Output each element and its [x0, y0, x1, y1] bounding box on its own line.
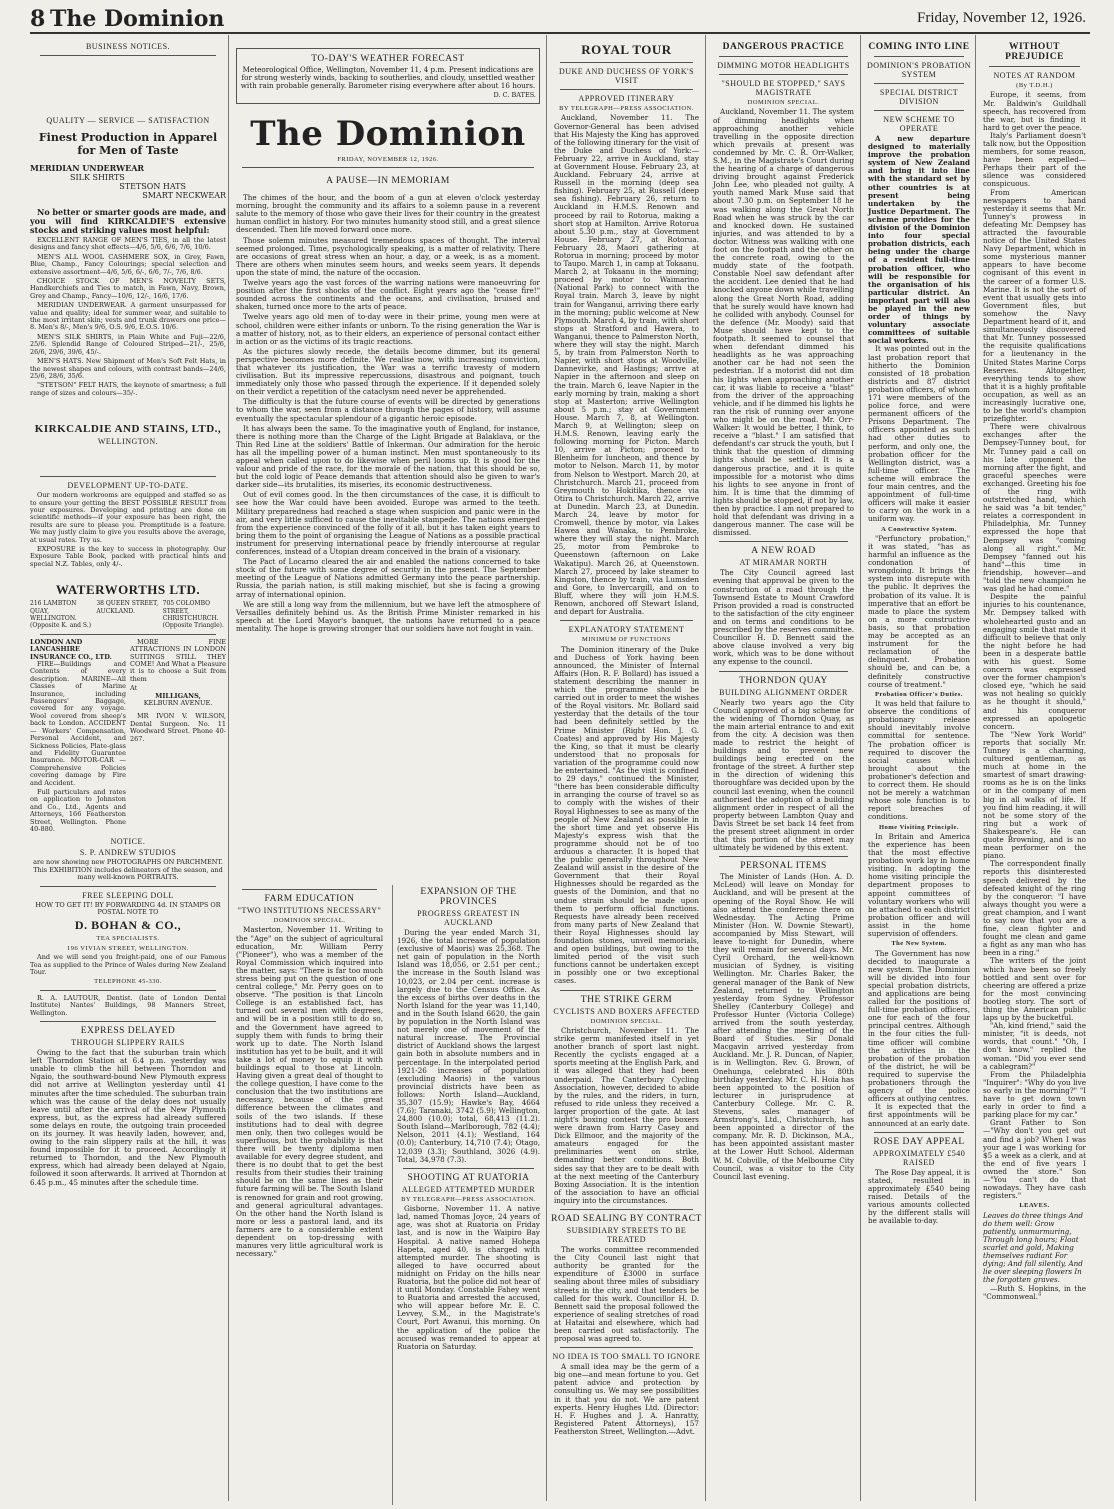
ad-waterworths-body2: EXPOSURE is the key to success in photography. Our Exposure Table Book, packed with practical hints and special N.Z. Tables, only 4/-. [30, 544, 226, 568]
ad-company: KIRKCALDIE AND STAINS, LTD., [34, 423, 222, 436]
ad-andrew-name: S. P. ANDREW STUDIOS [79, 848, 177, 858]
editorial-paragraph: Twelve years ago the vast forces of the warring nations were manoeuvring for position after the first shocks of the conflict. Eight years ago the "cease fire!" sounded across the continents and the oceans, and civilisation, bruised and shaken, turned once more to the arts of peace. [236, 278, 540, 312]
expansion-body: During the year ended March 31, 1926, the total increase of population (exclusive of Maoris) was 25,368. The net gain of population in the North Island was 18,056, or 2.51 per cent.; the increase in the South Island was 10,023, or 2.04 per cent. increase is largely due to the Census Office. As the excess of births over deaths in the North Island for the year was 11,140, and in the South Island 6620, the gain by population in the North Island was not merely one of movement of the natural increase. The Provincial district of Auckland shows the largest gain both in absolute numbers and in percentage. In the interpolated period 1921-26 increases of population (excluding Maoris) in the various provincial districts have been as follows: North Island—Auckland, 35,307 (15.9); Hawke's Bay, 4664 (7.6); Taranaki, 3742 (5.9); Wellington, 24,800 (10.0); total, 68,413 (11.2). South Island—Marlborough, 782 (4.4); Nelson, 2011 (4.1); Westland, 164 (0.0); Canterbury, 14,710 (7.4); Otago, 12,039 (3.3); Southland, 3026 (4.9). Total, 34,978 (7.3). [397, 928, 540, 1164]
coming-s1: A Constructive System. [881, 525, 957, 533]
coming-s2: Probation Officer's Duties. [875, 690, 963, 698]
personal-title: PERSONAL ITEMS [740, 861, 827, 872]
rose-title: ROSE DAY APPEAL [873, 1136, 965, 1147]
expansion-sub: PROGRESS GREATEST IN AUCKLAND [417, 909, 520, 927]
ad-line-neckwear: SMART NECKWEAR [142, 191, 226, 200]
prejudice-paragraph: There were chivalrous exchanges after the Dempsey-Tunney bout, for Mr. Tunney paid a call on his late opponent the morning after the fight, and graceful speeches were exchanged. Greeting his foe of the ring with outstretched hand, which he said was "a bit tender," relates a correspondent in Philadelphia, Mr. Tunney expressed the hope that Dempsey was "coming along all right." Mr. Dempsey "fanned out his hand"—this time in friendship, however—and "told the new champion he was glad he had come." [983, 422, 1086, 594]
ad-andrew-body: are now showing new PHOTOGRAPHS ON PARCHMENT. This EXHIBITION includes delineators of the season, and many well-known PORTRAITS. [33, 858, 223, 882]
coming-lead: A new departure designed to materially improve the probation system of New Zealand and bring it into line with the standard set by other countries is at present being undertaken by the Justice Department. The scheme provides for the division of the Dominion into four special probation districts, each being under the charge of a resident full-time probation officer, who will be responsible for the organisation of his particular district. An important part will also be played in the new order of things by voluntary associate committees of suitable social workers. [868, 134, 970, 346]
prejudice-paragraph: Grant Father to Son—"Why don't you get out and find a job? When I was your age I was working for $5 a week as a clerk, and at the end of five years I owned the store." Son—"You can't do that nowadays. They have cash registers." [983, 1118, 1086, 1201]
newroad-sub: AT MIRAMAR NORTH [739, 558, 828, 568]
road-title: ROAD SEALING BY CONTRACT [551, 1214, 702, 1225]
royal-title: ROYAL TOUR [581, 42, 672, 57]
farm-sub: "TWO INSTITUTIONS NECESSARY" [237, 906, 382, 915]
royal-body: Auckland, November 11. The Governor-General has been advised that His Majesty the King has approved of the following itinerary for the visit of the Duke and Duchess of York:— February 22, arrive in Auckland, stay at Government House. February 23, at Auckland. February 24, arrive at Russell in the morning (deep sea fishing). February 25, at Russell (deep sea fishing). February 26, return to Auckland in H.M.S. Renown and proceed by rail to Rotorua, making a short stop at Hamilton. Arrive Rotorua about 5.30 p.m., stay at Government House. February 27, at Rotorua. February 28, Maori gathering at Rotorua in morning; proceed by motor to Taupo. March 1, in camp at Tokaanu. March 2, at Tokaanu in the morning; proceed by motor to Waimarino (National Park) to connect with the Royal train. March 3, leave by night train for Wanganui, arriving there early in the morning; public welcome at New Plymouth. March 4, by train, with short stops at Stratford and Hawera, to Wanganui, thence to Palmerston North, where they will stay the night. March 5, by train from Palmerston North to Napier, with short stops at Woodville, Dannevirke, and Hastings; arrive at Napier in the afternoon and sleep on the train. March 6, leave Napier in the early morning by train, making a short stop at Masterton; arrive Wellington about 5 p.m.; stay at Government House. March 7, 8, at Wellington. March 9, at Wellington; sleep on H.M.S. Renown, leaving early the following morning for Picton. March 10, arrive at Picton; proceed to Blenheim for luncheon, and thence by motor to Nelson. March 11, by motor from Nelson to Westport. March 20, at Christchurch. March 21, proceed from Greymouth to Hokitika, thence via Otira to Christchurch. March 22, arrive at Dunedin. March 23, at Dunedin. March 24, leave by motor for Cromwell, thence by motor, via Lakes Hawea and Wanaka, to Pembroke, where they will stay the night. March 25, motor from Pembroke to Queenstown (afternoon on Lake Wakatipu). March 26, at Queenstown. March 27, proceed by lake steamer to Kingston, thence by train, via Lumsden and Gore, to Invercargill, and on to Bluff, where they will join H.M.S. Renown, anchored off Stewart Island, and depart for Australia. [554, 113, 699, 617]
strike-body: Christchurch, November 11. The strike germ manifested itself in yet another branch of sport last night. Recently the cyclists engaged at a sports meeting at the English Park, and it was alleged that they had been underpaid. The Canterbury Cycling Association, however, decided to abide by the rules, and the riders, in turn, refused to ride unless they received a larger proportion of the gate. At last night's boxing contest the pro boxers were drawn from Harry Casey and Dick Ellmoor, and the majority of the amateurs engaged for the preliminaries went on strike, demanding better conditions. Both sides say that they are to be dealt with at the next meeting of the Canterbury Boxing Association. It is the intention of the association to have an official inquiry into the circumstances. [554, 1025, 699, 1205]
danger-sub: DIMMING MOTOR HEADLIGHTS [717, 61, 850, 70]
ad-waterworths [30, 481, 226, 630]
prejudice-paragraph: The "New York World" reports that socially Mr. Tunney is a charming, cultured gentleman, as much at home in the smartest of smart drawing-rooms as he is on the links or in the company of men big in all walks of life. If you find him reading, it will not be some story of the ring but a work of Shakespeare's. He can quote Browning, and is no mean performer on the piano. [983, 729, 1086, 861]
ad-headline: Finest Production in Apparel for Men of Taste [38, 131, 218, 157]
idea-title: NO IDEA IS TOO SMALL TO IGNORE [552, 1352, 701, 1362]
coming-s3-body: In Britain and America the experience has been that the most effective probation work lay in home visiting. In adopting the home visiting principle the department proposes to appoint committees of voluntary workers who will be attached to each district probation officer and will assist in the home supervision of offenders. [868, 831, 970, 939]
page-header [30, 4, 1090, 34]
leaves-title: LEAVES. [1019, 1202, 1050, 1210]
editorial-paragraph: Out of evil comes good. In the then circumstances of the case, it is difficult to see how the War could have been avoided. Europe was armed to the teeth. Military preparedness had reached a stage when suspicion and panic were in the air, and very little sufficed to cause the inevitable stampede. The nations emerged from the experience convinced of the folly of it all, but it has taken eight years to bring them to the point of organising the League of Nations as a possible practical instrument for preserving international peace by friendly intercourse at regular conferences, instead of a Utopian dream conceived in the brain of a visionary. [236, 490, 540, 557]
ad-line-meridian: MERIDIAN UNDERWEAR [30, 163, 145, 173]
coming-body: It was pointed out in the last probation report that hitherto the Dominion consisted of 18 probation districts and 87 district probation officers, of whom 171 were members of the police force, and were permanent officers of the Prisons Department. The officers appointed as such had other duties to perform, and only one, the probation officer for the Wellington district, was a full-time officer. The scheme will embrace the four main centres, and the appointment of full-time officers will make it easier to carry on the work in a uniform way. [868, 344, 970, 524]
rose-sub: APPROXIMATELY £540 RAISED [872, 1148, 966, 1167]
ad-milligans-at: At [130, 684, 138, 693]
ad-item: CHOICE STOCK OF MEN'S NOVELTY SETS, Handkerchiefs and Ties to match, in Fawn, Navy, Brown, Grey and Champ., Fancy—10/6, 12/-, 16/6, 17/6. [30, 277, 226, 300]
royal-byline: BY TELEGRAPH—PRESS ASSOCIATION. [559, 105, 694, 112]
ad-line-stetson: STETSON HATS [119, 182, 186, 191]
royal-sub: DUKE AND DUCHESS OF YORK'S VISIT [558, 67, 695, 85]
ad-milligans-addr: KELBURN AVENUE. [143, 699, 213, 708]
ad-item: MERIDIAN UNDERWEAR. A garment unsurpassed for value and quality; ideal for summer wear, and suitable to the most irritant skin; vests and trunk drawers one price—8. Men's 8/-, Men's 9/6, O.S. 9/6, E.O.S. 10/6. [30, 301, 226, 332]
ad-item: "STETSON" FELT HATS, the keynote of smartness; a full range of sizes and colours—35/-. [30, 381, 226, 397]
newroad-body: The City Council agreed last evening that approval be given to the construction of a road through the Townsend Estate to Mount Crawford Prison provided a road is constructed to the satisfaction of the city engineer and on terms and conditions to be prescribed by the reserves committee. Councillor H. D. Bennett said the above clause involved a very big work, which was to be done without any expense to the council. [713, 568, 854, 667]
ad-line-silk: SILK SHIRTS [70, 173, 125, 182]
ad-item: MEN'S SILK SHIRTS, in Plain White and Fuji—22/6, 25/6. Splendid Range of Coloured Striped—21/-, 25/6, 26/6, 29/6, 39/6, 45/-. [30, 332, 226, 356]
ad-waterworths-addr1: 216 LAMBTON QUAY, WELLINGTON. (Opposite K. and S.) [30, 600, 92, 630]
express-title: EXPRESS DELAYED [80, 1026, 176, 1037]
farm-title: FARM EDUCATION [264, 894, 355, 904]
strike-byline: DOMINION SPECIAL. [590, 1017, 663, 1025]
ad-waterworths-addr2: 38 QUEEN STREET, AUCKLAND. [96, 600, 159, 615]
prejudice-paragraph: From the Philadelphia "Inquirer": "Why do you live so early in the morning?" "I have to get down town early in order to find a parking place for my car." [983, 1069, 1086, 1120]
column-without-prejudice [979, 40, 1090, 1505]
ad-city: WELLINGTON. [97, 437, 159, 447]
coming-title: COMING INTO LINE [868, 42, 970, 52]
weather-body: Meteorological Office, Wellington, November 11, 4 p.m. Present indications are for strong westerly winds, backing to southerlies, and cloudy, unsettled weather with rain probable generally. Barometer rising everywhere after about 16 hours. [240, 65, 536, 91]
ad-waterworths-company: WATERWORTHS LTD. [55, 582, 201, 598]
coming-sub2: SPECIAL DISTRICT DIVISION [879, 88, 959, 106]
coming-s4-body: The Government has now decided to inaugurate a new system. The Dominion will be divided into four special probation districts, and applications are being called for the positions of full-time probation officers, one for each of the four principal centres. Although in the four cities the full-time officer will combine the activities in the probation of the probation of the district, he will be required to supervise the probationers through the agency of the police officers at outlying centres. [868, 948, 970, 1104]
weather-forecast [236, 48, 540, 104]
ad-bohan-body: HOW TO GET IT! BY FORWARDING 4d. IN STAMPS OR POSTAL NOTE TO [35, 900, 221, 916]
road-body: The works committee recommended the City Council last night that authority be granted for the expenditure of £3000 in surface sealing about three miles of subsidiary streets in the city, and that tenders be called for this work. Councillor H. D. Bennett said the proposal followed the experience of sealing stretches of road at Hataitai and elsewhere, which had been carried out satisfactorily. The proposal was agreed to. [554, 1245, 699, 1344]
ad-milligans-body: MORE FINE ATTRACTIONS IN LONDON SUITINGS STILL THEY COME! And What a Pleasure it is to choose a Suit from them [130, 637, 226, 683]
editorial-paragraph: The Pact of Locarno cleared the air and enabled the nations concerned to take stock of the future with some degree of security in the present. The September meeting of the League of Nations admitted Germany into the peace partnership. Russia, the pariah nation, is still making mischief, but she is facing a growing array of international opinion. [236, 557, 540, 599]
ad-bohan-sub: TEA SPECIALISTS. [96, 935, 160, 943]
leaves-poem: Leaves do three things And do them well: Grow patiently, unmurmuring, Through long hours; Float scarlet and gold, Making themselves radiant For dying; And fall silently, And lie over sleeping flowers In the forgotten graves. [983, 1210, 1083, 1285]
column-editorial [232, 40, 544, 882]
prejudice-sub: NOTES AT RANDOM [993, 71, 1076, 80]
ad-item: MEN'S ALL WOOL CASHMERE SOX, in Grey, Fawn, Blue, Champ., Fancy Colourings; special selection and extensive assortment—4/6, 5/6, 6/-, 6/6, 7/-, 7/6, 8/6. [30, 252, 226, 276]
thorndon-body: Nearly two years ago the City Council approved of a big scheme for the widening of Thorndon Quay, as the main arterial entrance to and exit from the city. A decision was then made to restrict the height of buildings and to prevent new buildings being erected on the frontage of the street. A further step in the direction of widening this thoroughfare was decided upon by the council last evening, when the council authorised the adoption of a building alignment order in respect of all the property between Lambton Quay and Davis Street be set back 14 feet from the present street alignment in order that this portion of the street may ultimately be widened by this extent. [713, 697, 854, 853]
rose-body: The Rose Day appeal, it is stated, resulted in approximately £540 being raised. Details of the various amounts collected by the different stalls will be available to-day. [868, 1167, 970, 1226]
danger-title: DANGEROUS PRACTICE [722, 42, 845, 52]
ad-bohan-phone: TELEPHONE 45-330. [94, 978, 162, 986]
editorial-title: A PAUSE—IN MEMORIAM [326, 176, 450, 187]
column-dangerous-practice [709, 40, 858, 1505]
header-date: Friday, November 12, 1926. [917, 10, 1086, 26]
column-expansion-provinces [392, 885, 544, 1505]
ad-tagline: QUALITY — SERVICE — SATISFACTION [46, 116, 210, 125]
prejudice-paragraph: Europe, it seems, from Mr. Baldwin's Guildhall speech, has recovered from the war, but is finding it hard to get over the peace. [983, 90, 1086, 132]
ad-bohan-company: D. BOHAN & CO., [74, 918, 182, 933]
article-express-delayed [30, 1026, 226, 1187]
prejudice-paragraph: Italy's Parliament doesn't talk now, but the Opposition members, for some reason, have been expelled—Perhaps their part of the silence was considered conspicuous. [983, 130, 1086, 189]
ad-waterworths-headline: DEVELOPMENT UP-TO-DATE. [67, 481, 189, 491]
ad-bohan-head: FREE SLEEPING DOLL [82, 890, 174, 900]
coming-sub: DOMINION'S PROBATION SYSTEM [866, 61, 972, 79]
coming-s4: The New System. [891, 940, 947, 948]
ad-insurance [30, 639, 126, 836]
explanatory-title: EXPLANATORY STATEMENT [568, 625, 685, 635]
page-number: 8 [30, 6, 46, 32]
ad-insurance-title: LONDON AND LANCASHIRE INSURANCE CO., LTD. [30, 637, 112, 661]
ad-item: MEN'S HATS. New Shipment of Men's Soft Felt Hats, in the newest shapes and colours, with contrast bands—24/6, 25/6, 28/6, 35/6. [30, 357, 226, 380]
shooting-sub: ALLEGED ATTEMPTED MURDER [401, 1184, 536, 1194]
paper-name: The Dominion [50, 6, 225, 32]
column-coming-into-line [864, 40, 974, 1505]
prejudice-paragraph: From American newspapers to hand yesterday it seems that Mr. Tunney's prowess in defeating Mr. Dempsey has attracted the favourable notice of the United States Navy Department, which in some mysterious manner appears to have become cognisant of this event in the career of a former U.S. Marine. It is not the sort of event that usually gets into Government files, but somehow the Navy Department heard of it, and simultaneously discovered that Mr. Tunney possessed the requisite qualifications for a lieutenancy in the United States Marine Corps Reserves. Altogether, everything tends to show that it is a highly profitable occupation, as well as an increasingly lucrative one, to be the world's champion prizefighter. [983, 187, 1086, 424]
newroad-title: A NEW ROAD [751, 546, 816, 557]
ad-bohan [30, 891, 226, 986]
editorial-paragraph: The difficulty is that the future course of events will be directed by generations to whom the war, seen from a distance through the pages of history, will assume eventually the spectacular splendour of a gigantic heroic episode. [236, 397, 540, 423]
danger-body: Auckland, November 11. The system of dimming headlights when approaching another vehicle travelling in the opposite direction which prevails at present was condemned by Mr. C. R. Orr-Walker, S.M., in the Magistrate's Court during the hearing of a charge of dangerous driving brought against Frederick John Lee, who pleaded not guilty. A youth named Mark Muse said that about 7.30 p.m. on September 18 he was walking along the Great North Road when he was struck by the car and knocked down. He sustained injuries, and was attended to by a doctor. Witness was walking with one foot on the footpath and the other on the concrete road, owing to the muddy state of the footpath. Constable Noel saw defendant after the accident. Lee denied that he had knocked anyone down while travelling along the Great North Road, adding that he surely would have known had he collided with anybody. Counsel for the defence (Mr. Moody) said that Muse should have kept to the footpath. It seemed to counsel that when defendant dimmed his headlights as he was approaching another car he had not seen the pedestrian. If a motorist did not dim his lights when approaching another car, it was liable to receive a "blast" from the driver of the approaching vehicle, and if he dimmed his lights he ran the risk of running over anyone who might be on the road. Mr. Orr-Walker: It would be better, I think, to receive a "blast." I am satisfied that defendant's car struck the youth, but I think that the question of dimming lights should be settled. It is a dangerous practice, and it is quite impossible for a motorist who dims his lights to see anyone in front of him. It is time that the dimming of lights should be stopped, if not by law, then by practice. I am not prepared to hold that defendant was driving in a dangerous manner. The case will be dismissed. [713, 107, 854, 538]
prejudice-paragraph: "Ah, kind friend," said the minister, "it is deeds, not words, that count." "Oh, I don't know," replied the woman. "Did you ever send a cablegram?" [983, 1021, 1086, 1071]
notice-heading: NOTICE. [110, 837, 146, 847]
explanatory-body: The Dominion itinerary of the Duke and Duchess of York having been announced, the Minister of Internal Affairs (Hon. R. F. Bollard) has issued a statement describing the manner in which the programme should be carried out in order to meet the wishes of the Royal visitors. Mr. Bollard said yesterday that the details of the tour had been definitely settled by the Prime Minister (Right Hon. J. G. Coates) and approved by His Majesty the King, so that it must be clearly understood that no proposals for variation of the programme could now be entertained. "As the visit is confined to 29 days," continued the Minister, "there has been considerable difficulty in arranging the course of travel so as to comply with the wishes of their Royal Highnesses to see as many of the people of New Zealand as possible in the short time and yet observe His Majesty's express wish that the programme should not be of too arduous a character. It is hoped that the public generally throughout New Zealand will assist in the desire of the Government that their Royal Highnesses should be regarded as the guests of the Dominion, and that no undue strain should be made upon them to perform official functions. Requests have already been received from many parts of New Zealand that their Royal Highnesses should lay foundation stones, unveil memorials, and open buildings, but owing to the limited period of the visit such functions cannot be undertaken except in possibly one or two exceptional cases. [554, 644, 699, 986]
coming-s3: Home Visiting Principle. [878, 823, 960, 831]
royal-sub2: APPROVED ITINERARY [578, 94, 675, 103]
coming-s1-body: "Perfunctory probation," it was stated, "has as harmful an influence as the condonation of wrongdoing. It brings the system into disrepute with the public. It deprives the probation of its value. It is imperative that an effort be made to place the system on a more constructive basis, so that probation may be accepted as an instrument for the reclamation of the delinquent. Probation should be, and can be, a definitely constructive course of treatment." [868, 533, 970, 689]
prejudice-paragraph: The correspondent finally reports this disinterested speech delivered by the defeated knight of the ring by the conqueror: "I have always thought you were a great champion, and I want to say now that you are a fine, clean fighter and fought me clean and game a fight as any man who has been in a ring." [983, 859, 1086, 958]
business-notices-heading: BUSINESS NOTICES. [85, 42, 171, 51]
prejudice-title: WITHOUT PREJUDICE [1005, 42, 1064, 62]
thorndon-sub: BUILDING ALIGNMENT ORDER [719, 687, 848, 697]
express-sub: THROUGH SLIPPERY RAILS [71, 1038, 185, 1048]
ad-item: EXCELLENT RANGE OF MEN'S TIES, in all the latest designs and fancy shot effects—4/6, 5/6, 6/6, 7/6, 10/6. [30, 236, 226, 252]
column-business-notices [30, 40, 226, 1505]
ad-insurance-footer: Full particulars and rates on application to Johnston and Co., Ltd., Agents and Attorneys, 166 Featherston Street, Wellington. Phone 40-880. [30, 787, 126, 833]
danger-sub2: "SHOULD BE STOPPED," SAYS MAGISTRATE [721, 79, 846, 97]
editorial-paragraph: Those solemn minutes measured tremendous spaces of thought. The interval seemed prolonged. Time, psychologically speaking, is a matter of relativity. There are occasions of great stress when an hour, a day, or a week, is as a moment. There are others when minutes seem hours, and weeks seem years. It depends upon the state of mind, the nature of the occasion. [236, 235, 540, 277]
editorial-paragraph: Twelve years ago old men of to-day were in their prime, young men were at school, children were either infants or unborn. To the rising generation the War is a matter of history, not, as to their elders, an experience of personal contact either in action or as the victims of its tragic reactions. [236, 312, 540, 346]
column-expansion [232, 885, 387, 1505]
ad-milligans [130, 639, 226, 836]
weather-title: TO-DAY'S WEATHER FORECAST [311, 54, 465, 64]
editorial-paragraph: As the pictures slowly recede, the details become dimmer, but its general perspective becomes more definite. We realise now, with increasing conviction, that whatever its justification, the War was a terrific travesty of modern civilisation. But its impressive repercussions, disastrous and poignant, touch immediately only those who passed through the experience. If it depended solely on their verdict a repetition of the cataclysm need never be apprehended. [236, 346, 540, 397]
prejudice-paragraph: The writers of the joint which have been so freely bottled and sent over for cheering are offered a prize for the most convincing bootleg story. The sort of thing the American public laps up by the bucketful. [983, 956, 1086, 1023]
ad-bohan-addr: 196 VIVIAN STREET, WELLINGTON. [67, 944, 189, 952]
ad-kirkcaldie [30, 116, 226, 446]
ad-bohan-tail: And we will send you freight-paid, one of our Famous Tea as supplied to the Prince of Wales during New Zealand Tour. [30, 953, 226, 977]
expansion-title: EXPANSION OF THE PROVINCES [420, 887, 517, 907]
ad-milligans-name: MILLIGANS, [155, 691, 201, 700]
column-royal-tour [550, 40, 703, 1505]
ad-wilson: MR IVON V. WILSON, Dental Surgeon. No. 11 Woodward Street. Phone 40-267. [130, 712, 226, 743]
weather-signed: D. C. BATES. [493, 91, 536, 100]
ad-andrew-studios [30, 848, 226, 881]
ad-waterworths-body: Our modern workrooms are equipped and staffed so as to ensure your getting the BEST POSSIBLE RESULT from your exposures. Developing and printing are done on scientific methods—if your exposure has been right, the results are sure to please you. Promptitude is a feature. We may justly claim to give you results above the average, at usual rates. Try us. [30, 491, 226, 544]
strike-title: THE STRIKE GERM [580, 994, 673, 1005]
farm-body: Masterton, November 11. Writing to the "Age" on the subject of agricultural education, Mr. William Perry ("Pioneer"), who was a member of the Royal Commission which inquired into the matter, says: "There is far too much stress being put on the question of one central college," Mr. Perry goes on to observe. "The position is that Lincoln College is an established fact, has turned out several men with degrees, and will be in a position still to do so, and the Government have agreed to supply them with funds to bring their work up to date. The North Island institution has yet to be built, and it will take a lot of money to equip it with buildings equal to those at Lincoln. Having given a great deal of thought to the college question, I have come to the conclusion that the two institutions are necessary, because of the great difference between the climates and soils of the two islands. If these institutions had to deal with degree men only, then two colleges would be superfluous, but the probability is that there will be twenty diploma men available for every degree student, and there is no doubt that to get the best results from their studies their training should be on the same lines as their future farming will be. The South Island is renowned for grain and root growing, and general agricultural advantages. On the other hand the North Island is more or less a pastoral land, and its farmers are to a considerable extent dependent on top-dressing with manures very little agricultural work is necessary." [236, 925, 383, 1259]
shooting-byline: BY TELEGRAPH—PRESS ASSOCIATION. [401, 1195, 536, 1203]
road-sub: SUBSIDIARY STREETS TO BE TREATED [566, 1226, 687, 1245]
masthead-date: FRIDAY, NOVEMBER 12, 1926. [337, 155, 439, 163]
editorial-paragraph: The chimes of the hour, and the boom of a gun at eleven o'clock yesterday morning, brought the community and its affairs to a solemn pause in a reverent salute to the memory of those who gave their lives for their country in the greatest human conflict in history. For two minutes humanity stood still, and a great silence descended. Then life moved forward once more. [236, 193, 540, 235]
shooting-title: SHOOTING AT RUATORIA [407, 1172, 530, 1183]
ad-lautour: R. A. LAUTOUR, Dentist. (late of London Dental Institute) Nantes' Buildings, 98 Manners Street, Wellington. [30, 993, 226, 1017]
danger-byline: DOMINION SPECIAL. [747, 99, 820, 106]
ad-waterworths-addr3: 705 COLOMBO STREET, CHRISTCHURCH. (Opposite Triangle). [162, 600, 224, 630]
shooting-body: Gisborne, November 11. A native lad, named Thomas Joyce, 24 years of age, was shot at Ruatoria on Friday last, and is now in the Waipiro Bay Hospital. A native named Hohepa Hapeta, aged 40, is charged with attempted murder. The shooting is alleged to have occurred about midnight on Friday on the hills near Ruatoria, but the police did not hear of it until Monday. Constable Fahey went to Ruatoria and arrested the accused, who will appear before Mr. E. C. Levvey, S.M., in the Magistrate's Court, Port Awanui, this morning. On the application of the police the accused was remanded to appear at Ruatoria on Saturday. [397, 1204, 540, 1351]
editorial-paragraph: It has always been the same. To the imaginative youth of England, for instance, there is nothing more than the Charge of the Light Brigade at Balaklava, or the Thin Red Line at the soldiers' Battle of Inkerman. Our admiration for the heroic has all the impelling power of a human instinct. Men must spontaneously to its appeal when called upon to do likewise when peril looms up. It is good for the valour and pride of the race, for the morale of the nation, that this should be so, but the cold logic of Peace demands that attention should also be given to war's darker side—its brutalities, its miseries, its economic destructiveness. [236, 423, 540, 490]
coming-s2-body: It was held that failure to observe the conditions of probationary release should inevitably involve committal for sentence. The probation officer is required to discover the social causes which brought about the probationer's defection and to correct them. He should not be merely a watchman whose sole function is to report breaches of conditions. [868, 699, 970, 822]
explanatory-sub: MINIMUM OF FUNCTIONS [581, 636, 672, 644]
strike-sub: CYCLISTS AND BOXERS AFFECTED [553, 1006, 700, 1016]
prejudice-paragraph: Despite the painful injuries to his countenance, Mr. Dempsey talked with wholehearted gusto and an engaging smile that made it difficult to believe that only the night before he had been in a desperate battle with his guest. Some concern was expressed over the former champion's closed eye, "which he said was not healing so quickly as he thought it should," and his conqueror expressed an apologetic concern. [983, 592, 1086, 731]
coming-tail: It is expected that the first appointments will be announced at an early date. [868, 1102, 970, 1128]
leaves-credit: —Ruth S. Hopkins, in the "Commonweal." [983, 1283, 1086, 1301]
farm-byline: DOMINION SPECIAL. [273, 917, 346, 924]
idea-body: A small idea may be the germ of a big one—and mean fortune to you. Get patent advice and protection by consulting us. We may see possibilities in it that you do not. We are patent experts. Henry Hughes Ltd. (Director: H. F. Hughes and J. A. Hanratty, Registered Patent Attorneys), 157 Featherston Street, Wellington.—Advt. [554, 1362, 699, 1436]
thorndon-title: THORNDON QUAY [739, 675, 828, 686]
express-body: Owing to the fact that the suburban train which left Thorndon Station at 6.4 p.m. yesterday was unable to climb the hill between Thorndon and Ngaio, the southward-bound New Plymouth express did not arrive at Wellington yesterday until 41 minutes after the time scheduled. The suburban train which was the cause of the delay does not usually leave until after the arrival of the New Plymouth express, but, as the express had already suffered some delays en route, the outgoing train proceeded on its journey. It was heavily laden, however, and, owing to the rain slippery rails at the hill, it was found impossible for it to proceed. Accordingly it returned to Thorndon, and the New Plymouth express, which had already been delayed at Ngaio, followed it soon afterwards. It arrived at Thorndon at 6.45 p.m., 45 minutes after the schedule time. [30, 1048, 226, 1187]
masthead: The Dominion [250, 113, 526, 154]
coming-sub3: NEW SCHEME TO OPERATE [883, 115, 955, 133]
ad-promise: No better or smarter goods are made, and you will find KIRKCALDIE'S extensive stocks and striking values most helpful: [30, 207, 226, 235]
personal-body: The Minister of Lands (Hon. A. D. McLeod) will leave on Monday for Auckland, and will be present at the opening of the Royal Show. He will also attend the conference there on Wednesday. The Acting Prime Minister (Hon. W. Downie Stewart), accompanied by Miss Stewart, will leave to-night for Dunedin, where they will remain for several days. Mr. Cyril Orchard, the well-known musician of Sydney, is visiting Wellington. Mr. Charles Baker, the general manager of the Bank of New Zealand, returned to Wellington yesterday from Sydney. Professor Shelley (Canterbury College) and Professor Hunter (Victoria College) arrived from the south yesterday, after attending the meeting of the Board of Studies. Sir Donald Macgavin arrived yesterday from Auckland. Mr. J. R. Duncan, of Napier, is in Wellington. Rev. G. Brown, of Onehunga, celebrated his 80th birthday yesterday. Mr. C. H. Hoia has been appointed to the position of lecturer in jurisprudence at Canterbury College. Mr. C. R. Stevens, sales manager of Armstrong's, Ltd., Christchurch, has been appointed a director of the company. Mr. R. D. Dickinson, M.A., has been appointed assistant master at the Lower Hutt School. Alderman W. M. Cobville, of the Melbourne City Council, was a visitor to the City Council last evening. [713, 872, 854, 1181]
editorial-body [236, 194, 540, 633]
ad-insurance-lines: FIRE—Buildings and Contents of every description. MARINE—All Classes of Marine Insurance, including Passengers' Baggage, covered for any voyage. Wool covered from sheep's back to London. ACCIDENT — Workers' Compensation, Personal Accident, and Sickness Policies, Plate-glass and Fidelity Guarantee Insurance. MOTOR-CAR — Comprehensive Policies covering damage by Fire and Accident. [30, 660, 126, 787]
prejudice-byline: (By T.D.H.) [1016, 82, 1053, 89]
editorial-paragraph: We are still a long way from the millennium, but we have left the atmosphere of Versailles definitely behind us. As the British Prime Minister remarked in his speech at the Lord Mayor's banquet, the nations have returned to a peace mentality. The hope is growing stronger that our soldiers have not fought in vain. [236, 599, 540, 633]
